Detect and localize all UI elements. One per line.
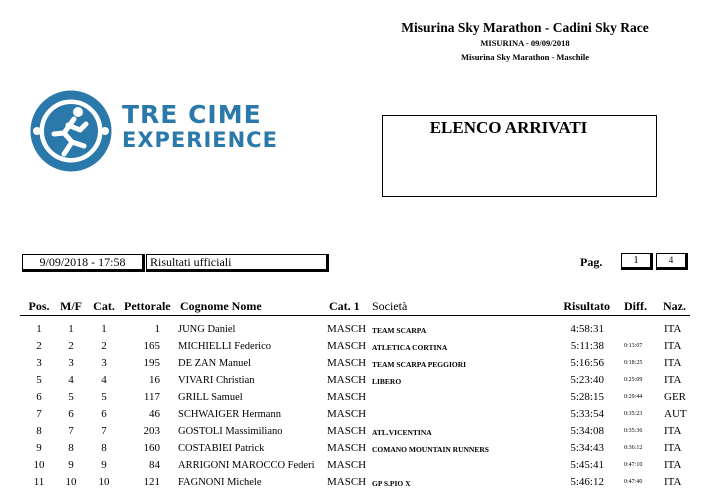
cell-risultato: 5:34:43	[570, 442, 604, 454]
cell-pettorale: 16	[149, 374, 160, 386]
cell-cat: 8	[101, 442, 107, 454]
cell-societa: COMANO MOUNTAIN RUNNERS	[372, 445, 489, 454]
timestamp-field: 9/09/2018 - 17:58	[22, 254, 145, 272]
cell-societa: TEAM SCARPA	[372, 326, 427, 335]
cell-name: ARRIGONI MAROCCO Federi	[178, 460, 315, 471]
cell-mf: 6	[68, 408, 74, 420]
page-label: Pag.	[580, 255, 603, 269]
cell-naz: ITA	[664, 442, 682, 454]
cell-cat: 1	[101, 323, 107, 335]
cell-diff: 0:47:10	[624, 462, 643, 468]
cell-pos: 2	[36, 340, 42, 352]
col-header-pos: Pos.	[28, 299, 50, 313]
cell-pettorale: 165	[143, 340, 160, 352]
cell-name: VIVARI Christian	[178, 375, 255, 386]
cell-societa: ATL.VICENTINA	[372, 428, 432, 437]
col-header-naz: Naz.	[663, 299, 686, 313]
event-category: Misurina Sky Marathon - Maschile	[461, 52, 589, 62]
cell-risultato: 5:46:12	[570, 476, 604, 488]
cell-pos: 3	[36, 357, 42, 369]
cell-diff: 0:35:23	[624, 411, 643, 417]
table-row	[0, 458, 724, 475]
cell-naz: ITA	[664, 374, 682, 386]
cell-naz: ITA	[664, 425, 682, 437]
cell-naz: ITA	[664, 476, 682, 488]
cell-risultato: 5:33:54	[570, 408, 604, 420]
cell-diff: 0:36:12	[624, 445, 643, 451]
cell-societa: GP S.PIO X	[372, 479, 411, 488]
cell-cat: 5	[101, 391, 107, 403]
cell-name: FAGNONI Michele	[178, 477, 262, 488]
cell-risultato: 5:34:08	[570, 425, 604, 437]
logo-text-line2: EXPERIENCE	[122, 128, 278, 152]
cell-mf: 4	[68, 374, 74, 386]
cell-mf: 9	[68, 459, 74, 471]
cell-cat: 6	[101, 408, 107, 420]
event-subtitle: MISURINA - 09/09/2018	[480, 38, 570, 48]
col-header-diff: Diff.	[624, 299, 647, 313]
cell-cat: 10	[98, 476, 110, 488]
cell-pettorale: 203	[143, 425, 160, 437]
cell-pos: 7	[36, 408, 42, 420]
cell-cat1: MASCH	[327, 459, 367, 471]
cell-risultato: 5:23:40	[570, 374, 604, 386]
event-title: Misurina Sky Marathon - Cadini Sky Race	[401, 20, 649, 35]
cell-pettorale: 160	[143, 442, 160, 454]
cell-naz: ITA	[664, 340, 682, 352]
cell-pettorale: 46	[149, 408, 160, 420]
cell-cat1: MASCH	[327, 408, 367, 420]
cell-diff: 0:18:25	[624, 360, 643, 366]
table-row	[0, 373, 724, 390]
cell-name: SCHWAIGER Hermann	[178, 409, 281, 420]
table-row	[0, 407, 724, 424]
cell-cat1: MASCH	[327, 425, 367, 437]
cell-cat: 3	[101, 357, 107, 369]
cell-name: GOSTOLI Massimiliano	[178, 426, 283, 437]
cell-mf: 2	[68, 340, 74, 352]
cell-pos: 5	[36, 374, 42, 386]
cell-mf: 3	[68, 357, 74, 369]
table-row	[0, 475, 724, 492]
runner-logo-icon	[30, 90, 112, 172]
cell-mf: 10	[65, 476, 77, 488]
current-page-field[interactable]: 1	[621, 253, 653, 270]
col-header-cat: Cat.	[93, 299, 115, 313]
cell-risultato: 5:45:41	[570, 459, 604, 471]
cell-mf: 1	[68, 323, 74, 335]
cell-pettorale: 1	[154, 323, 160, 335]
cell-diff: 0:35:36	[624, 428, 643, 434]
logo-text-line1: TRE CIME	[122, 100, 262, 129]
cell-name: JUNG Daniel	[178, 324, 236, 335]
cell-naz: GER	[664, 391, 686, 403]
cell-naz: AUT	[664, 408, 687, 420]
table-row	[0, 424, 724, 441]
table-row	[0, 390, 724, 407]
cell-pos: 6	[36, 391, 42, 403]
cell-pettorale: 84	[149, 459, 160, 471]
cell-cat1: MASCH	[327, 442, 367, 454]
cell-cat1: MASCH	[327, 374, 367, 386]
cell-name: MICHIELLI Federico	[178, 341, 272, 352]
cell-cat: 4	[101, 374, 107, 386]
table-row	[0, 339, 724, 356]
col-header-societa: Società	[372, 299, 408, 313]
cell-naz: ITA	[664, 357, 682, 369]
cell-pos: 10	[33, 459, 45, 471]
cell-risultato: 5:11:38	[570, 340, 604, 352]
cell-cat1: MASCH	[327, 391, 367, 403]
table-row	[0, 322, 724, 339]
cell-diff: 0:13:07	[624, 343, 643, 349]
cell-naz: ITA	[664, 459, 682, 471]
cell-name: COSTABIEI Patrick	[178, 443, 265, 454]
cell-risultato: 5:16:56	[570, 357, 604, 369]
cell-naz: ITA	[664, 323, 682, 335]
cell-mf: 5	[68, 391, 74, 403]
cell-cat: 2	[101, 340, 107, 352]
cell-societa: LIBERO	[372, 377, 402, 386]
cell-name: GRILL Samuel	[178, 392, 243, 403]
cell-cat1: MASCH	[327, 323, 367, 335]
cell-mf: 7	[68, 425, 74, 437]
col-header-name: Cognome Nome	[180, 299, 262, 313]
cell-diff: 0:47:40	[624, 479, 643, 485]
cell-cat: 7	[101, 425, 107, 437]
cell-diff: 0:29:44	[624, 394, 643, 400]
cell-risultato: 4:58:31	[570, 323, 604, 335]
cell-cat: 9	[101, 459, 107, 471]
cell-pos: 9	[36, 442, 42, 454]
cell-diff: 0:25:09	[624, 377, 643, 383]
cell-societa: TEAM SCARPA PEGGIORI	[372, 360, 467, 369]
cell-pos: 11	[33, 476, 45, 488]
table-row	[0, 441, 724, 458]
cell-cat1: MASCH	[327, 340, 367, 352]
cell-risultato: 5:28:15	[570, 391, 604, 403]
table-row	[0, 356, 724, 373]
cell-pettorale: 121	[143, 476, 160, 488]
cell-pos: 1	[36, 323, 42, 335]
report-title: ELENCO ARRIVATI	[429, 118, 588, 137]
col-header-risultato: Risultato	[563, 299, 610, 313]
cell-cat1: MASCH	[327, 476, 367, 488]
cell-societa: ATLETICA CORTINA	[372, 343, 448, 352]
results-table	[0, 322, 724, 492]
total-pages-field: 4	[656, 253, 688, 270]
cell-pos: 8	[36, 425, 42, 437]
col-header-pettorale: Pettorale	[124, 299, 171, 313]
cell-cat1: MASCH	[327, 357, 367, 369]
cell-name: DE ZAN Manuel	[178, 358, 251, 369]
status-field: Risultati ufficiali	[146, 254, 329, 272]
cell-pettorale: 117	[143, 391, 160, 403]
col-header-mf: M/F	[60, 299, 82, 313]
header-divider	[20, 315, 690, 316]
cell-pettorale: 195	[143, 357, 160, 369]
cell-mf: 8	[68, 442, 74, 454]
col-header-cat1: Cat. 1	[329, 299, 360, 313]
